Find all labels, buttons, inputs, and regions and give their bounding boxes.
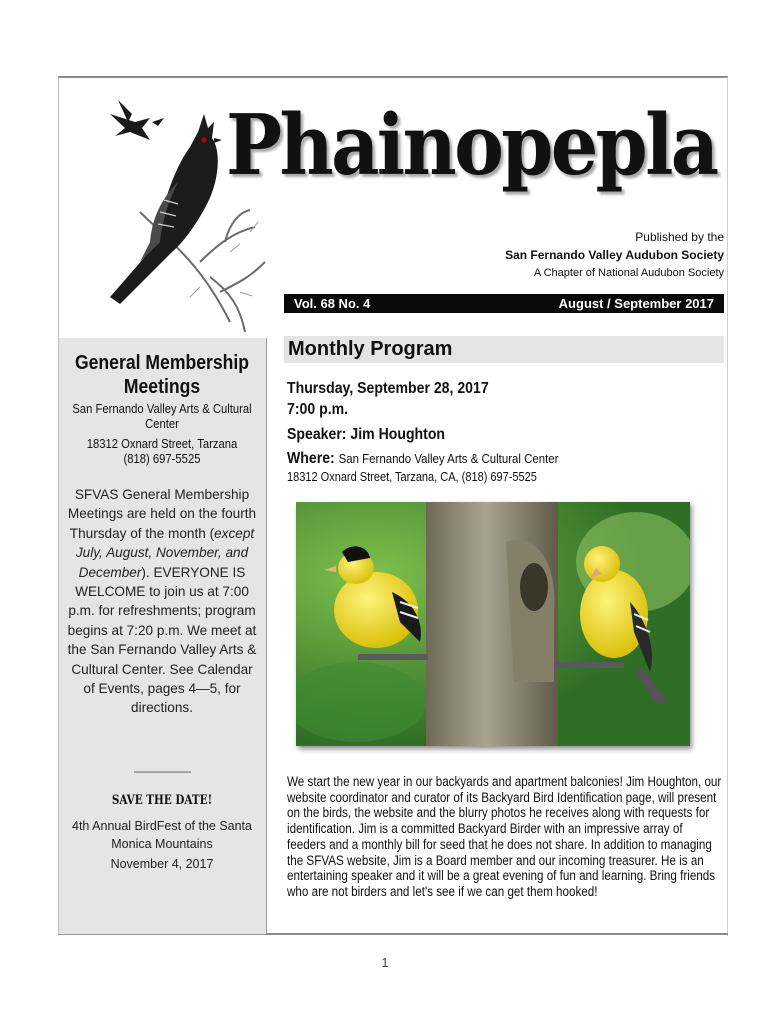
program-where — [287, 450, 558, 468]
save-the-date: SAVE THE DATE! — [111, 793, 213, 808]
issue-volume: Vol. 68 No. 4 — [294, 296, 371, 311]
where-venue: San Fernando Valley Arts & Cultural Center — [338, 451, 559, 466]
sidebar-body-text-cont: ). EVERYONE IS WELCOME to join us at 7:00 p.m. for refreshments; program begins at 7:20 p.m. We meet at the San Fernando Valley Arts & Cultural Center. See Calendar of Events, pages 4—5, for directions. — [67, 564, 257, 716]
sidebar-title: General Membership Meetings — [74, 352, 250, 398]
program-date: Thursday, September 28, 2017 — [287, 380, 489, 397]
sidebar-body-text: SFVAS General Membership Meetings are held on the fourth Thursday of the month ( — [67, 487, 257, 541]
where-label: Where: — [287, 450, 335, 467]
section-heading: Monthly Program — [284, 336, 724, 363]
goldfinches-photo — [296, 502, 690, 746]
sidebar-phone: (818) 697-5525 — [123, 452, 201, 466]
society-name: San Fernando Valley Audubon Society — [505, 248, 724, 262]
sidebar-street: 18312 Oxnard Street, Tarzana — [86, 437, 238, 451]
birdfest-date: November 4, 2017 — [110, 857, 214, 871]
issue-date: August / September 2017 — [558, 296, 714, 311]
program-time: 7:00 p.m. — [287, 401, 349, 418]
chapter-line: A Chapter of National Audubon Society — [533, 267, 724, 279]
page-number: 1 — [381, 955, 389, 970]
sidebar-address — [72, 437, 252, 467]
sidebar-body — [66, 485, 258, 718]
publisher-block — [505, 228, 724, 282]
birdfest-event: 4th Annual BirdFest of the Santa Monica Mountains — [72, 819, 252, 851]
bottom-rule — [266, 933, 728, 935]
sidebar-divider: ------------------- — [133, 764, 191, 778]
program-description: We start the new year in our backyards and apartment balconies! Jim Houghton, our website coordinator and curator of its Backyard Bird Identification page, will present on the birds, the website and the blurry photos he receives along with requests for identification. Jim is a committed Backyard Birder with an impressive array of feeders and a monthly bill for seed that he does not share. In addition to managing the SFVAS website, Jim is a Board member and our incoming treasurer. He is an entertaining speaker and it will be a great evening of fun and learning. Bring friends who are not birders and let's see if we can get them hooked! — [287, 774, 722, 899]
program-speaker: Speaker: Jim Houghton — [287, 426, 446, 443]
program-address: 18312 Oxnard Street, Tarzana, CA, (818) 697-5525 — [287, 470, 537, 484]
masthead-title: Phainopepla — [226, 96, 717, 194]
sidebar-venue: San Fernando Valley Arts & Cultural Center — [72, 402, 252, 431]
sidebar-body-italic: except July, August, November, and December — [75, 525, 255, 580]
published-by: Published by the — [635, 230, 724, 244]
issue-bar — [284, 294, 724, 313]
